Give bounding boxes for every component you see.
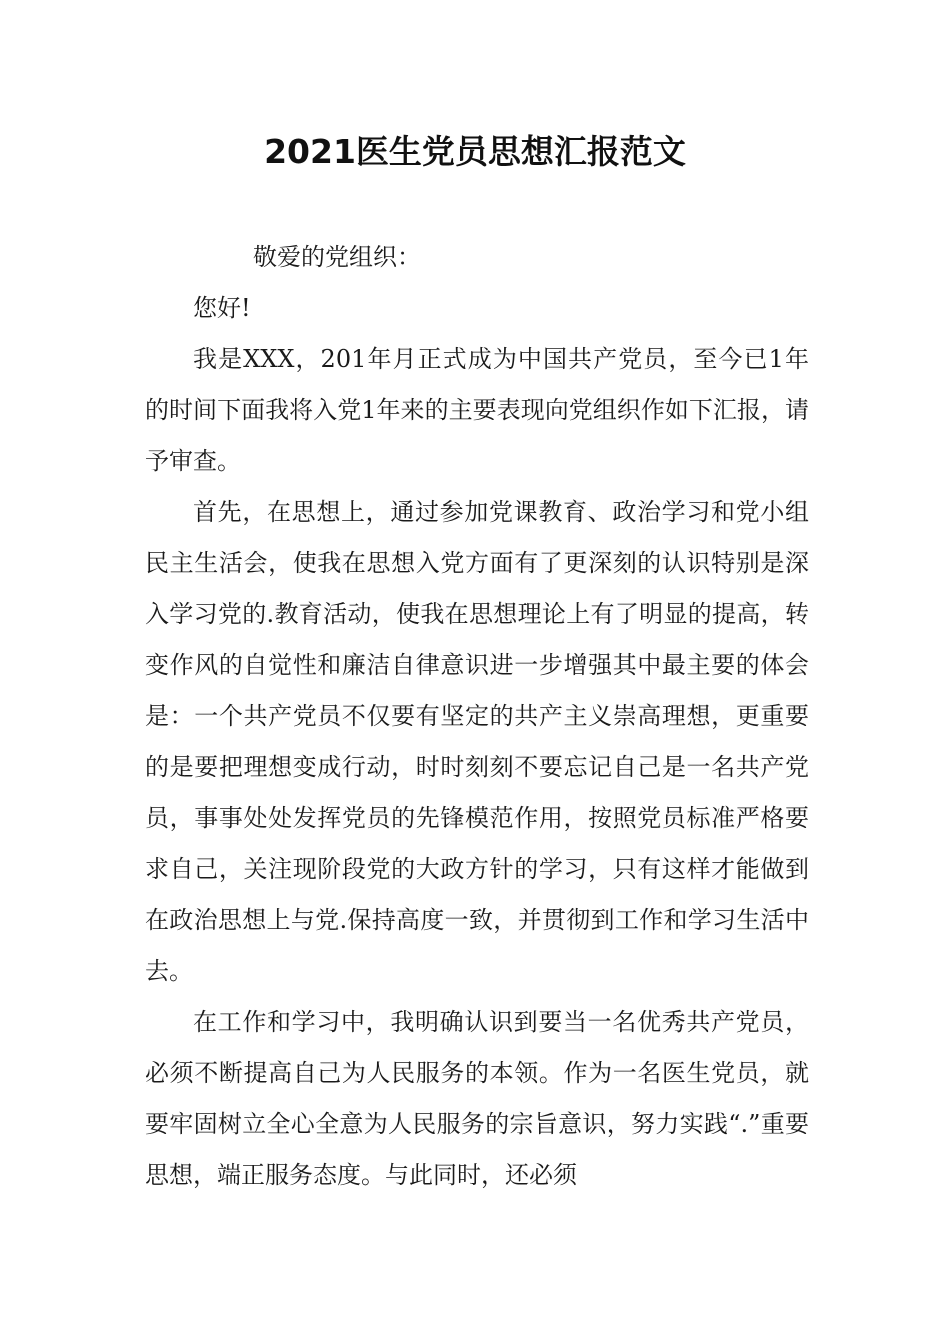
work-study-paragraph: 在工作和学习中，我明确认识到要当一名优秀共产党员，必须不断提高自己为人民服务的本领。作为一名医生党员，就要牢固树立全心全意为人民服务的宗旨意识，努力实践“.”重要思想，端正服务态度。与此同时，还必须 [145,1008,809,1189]
intro-paragraph: 我是XXX，201年月正式成为中国共产党员，至今已1年的时间下面我将入党1年来的主要表现向党组织作如下汇报，请予审查。 [145,345,809,475]
document-body [145,232,809,1201]
salutation-paragraph: 敬爱的党组织： [253,243,421,271]
greeting-paragraph: 您好! [193,294,251,322]
document-title: 2021医生党员思想汇报范文 [264,132,686,171]
thought-paragraph: 首先，在思想上，通过参加党课教育、政治学习和党小组民主生活会，使我在思想入党方面有了更深刻的认识特别是深入学习党的.教育活动，使我在思想理论上有了明显的提高，转变作风的自觉性和廉洁自律意识进一步增强其中最主要的体会是：一个共产党员不仅要有坚定的共产主义崇高理想，更重要的是要把理想变成行动，时时刻刻不要忘记自己是一名共产党员，事事处处发挥党员的先锋模范作用，按照党员标准严格要求自己，关注现阶段党的大政方针的学习，只有这样才能做到在政治思想上与党.保持高度一致，并贯彻到工作和学习生活中去。 [145,498,809,985]
